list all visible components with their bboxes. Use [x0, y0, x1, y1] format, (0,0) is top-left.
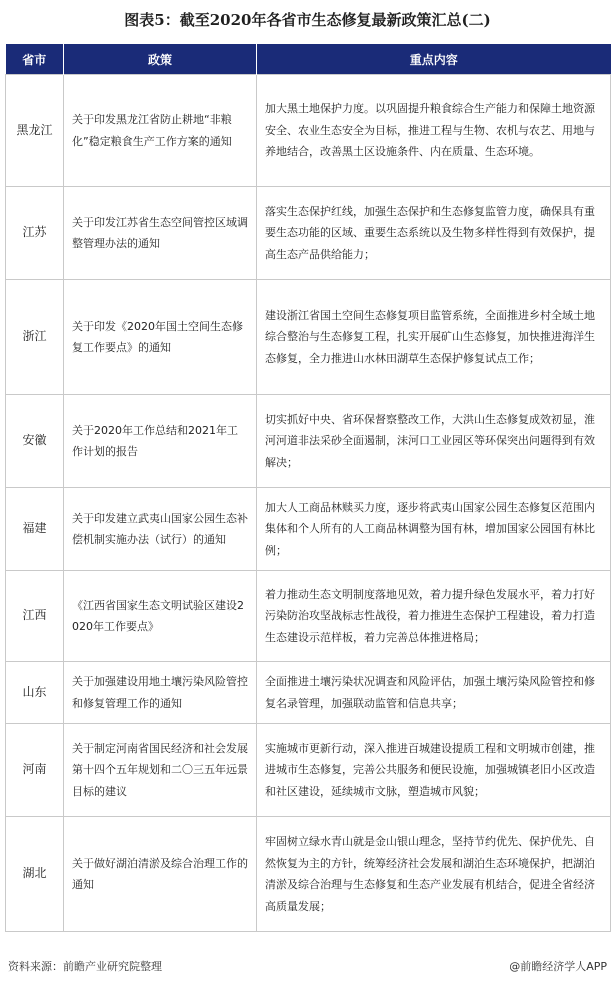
header-content: 重点内容 — [257, 44, 611, 75]
content-cell: 建设浙江省国土空间生态修复项目监管系统，全面推进乡村全域土地综合整治与生态修复工程，扎实开展矿山生态修复，加快推进海洋生态修复，全力推进山水林田湖草生态保护修复试点工作； — [257, 280, 611, 395]
header-policy: 政策 — [64, 44, 257, 75]
table-row-henan — [6, 724, 611, 817]
table-row-heilongjiang — [6, 75, 611, 187]
policy-table — [5, 44, 611, 932]
policy-cell: 关于加强建设用地土壤污染风险管控和修复管理工作的通知 — [64, 662, 257, 724]
content-cell: 实施城市更新行动，深入推进百城建设提质工程和文明城市创建，推进城市生态修复，完善公共服务和便民设施，加强城镇老旧小区改造和社区建设，延续城市文脉，塑造城市风貌； — [257, 724, 611, 817]
policy-cell: 关于做好湖泊清淤及综合治理工作的通知 — [64, 817, 257, 932]
content-cell: 加大人工商品林赎买力度，逐步将武夷山国家公园生态修复区范围内集体和个人所有的人工商品林调整为国有林，增加国家公园国有林比例； — [257, 488, 611, 571]
policy-cell: 《江西省国家生态文明试验区建设2020年工作要点》 — [64, 571, 257, 662]
policy-cell: 关于制定河南省国民经济和社会发展第十四个五年规划和二〇三五年远景目标的建议 — [64, 724, 257, 817]
table-row-hubei — [6, 817, 611, 932]
source-note: 资料来源：前瞻产业研究院整理 — [8, 960, 162, 973]
table-header-row — [6, 44, 611, 75]
table-row-anhui — [6, 395, 611, 488]
policy-cell: 关于印发建立武夷山国家公园生态补偿机制实施办法（试行）的通知 — [64, 488, 257, 571]
province-cell: 河南 — [6, 724, 64, 817]
header-province: 省市 — [6, 44, 64, 75]
table-row-jiangxi — [6, 571, 611, 662]
policy-cell: 关于印发江苏省生态空间管控区域调整管理办法的通知 — [64, 187, 257, 280]
policy-cell: 关于印发《2020年国土空间生态修复工作要点》的通知 — [64, 280, 257, 395]
content-cell: 切实抓好中央、省环保督察整改工作，大洪山生态修复成效初显，淮河河道非法采砂全面遏制，沫河口工业园区等环保突出问题得到有效解决； — [257, 395, 611, 488]
content-cell: 全面推进土壤污染状况调查和风险评估，加强土壤污染风险管控和修复名录管理，加强联动监管和信息共享； — [257, 662, 611, 724]
content-cell: 加大黑土地保护力度。以巩固提升粮食综合生产能力和保障土地资源安全、农业生态安全为目标，推进工程与生物、农机与农艺、用地与养地结合，改善黑土区设施条件、内在质量、生态环境。 — [257, 75, 611, 187]
province-cell: 山东 — [6, 662, 64, 724]
chart-title: 图表5：截至2020年各省市生态修复最新政策汇总(二) — [124, 11, 491, 29]
province-cell: 福建 — [6, 488, 64, 571]
policy-cell: 关于2020年工作总结和2021年工作计划的报告 — [64, 395, 257, 488]
content-cell: 落实生态保护红线，加强生态保护和生态修复监管力度，确保具有重要生态功能的区域、重要生态系统以及生物多样性得到有效保护，提高生态产品供给能力； — [257, 187, 611, 280]
table-row-zhejiang — [6, 280, 611, 395]
content-cell: 着力推动生态文明制度落地见效，着力提升绿色发展水平，着力打好污染防治攻坚战标志性战役，着力推进生态保护工程建设，着力打造生态建设示范样板，着力完善总体推进格局； — [257, 571, 611, 662]
content-cell: 牢固树立绿水青山就是金山银山理念，坚持节约优先、保护优先、自然恢复为主的方针，统筹经济社会发展和湖泊生态环境保护，把湖泊清淤及综合治理与生态修复和生态产业发展有机结合，促进全省经济高质量发展； — [257, 817, 611, 932]
brand-credit-text: @前瞻经济学人APP — [509, 960, 607, 973]
province-cell: 安徽 — [6, 395, 64, 488]
footer — [8, 958, 607, 974]
table-row-shandong — [6, 662, 611, 724]
province-cell: 黑龙江 — [6, 75, 64, 187]
policy-cell: 关于印发黑龙江省防止耕地“非粮化”稳定粮食生产工作方案的通知 — [64, 75, 257, 187]
table-row-fujian — [6, 488, 611, 571]
province-cell: 湖北 — [6, 817, 64, 932]
province-cell: 江西 — [6, 571, 64, 662]
province-cell: 江苏 — [6, 187, 64, 280]
brand-credit — [509, 958, 607, 974]
province-cell: 浙江 — [6, 280, 64, 395]
table-row-jiangsu — [6, 187, 611, 280]
